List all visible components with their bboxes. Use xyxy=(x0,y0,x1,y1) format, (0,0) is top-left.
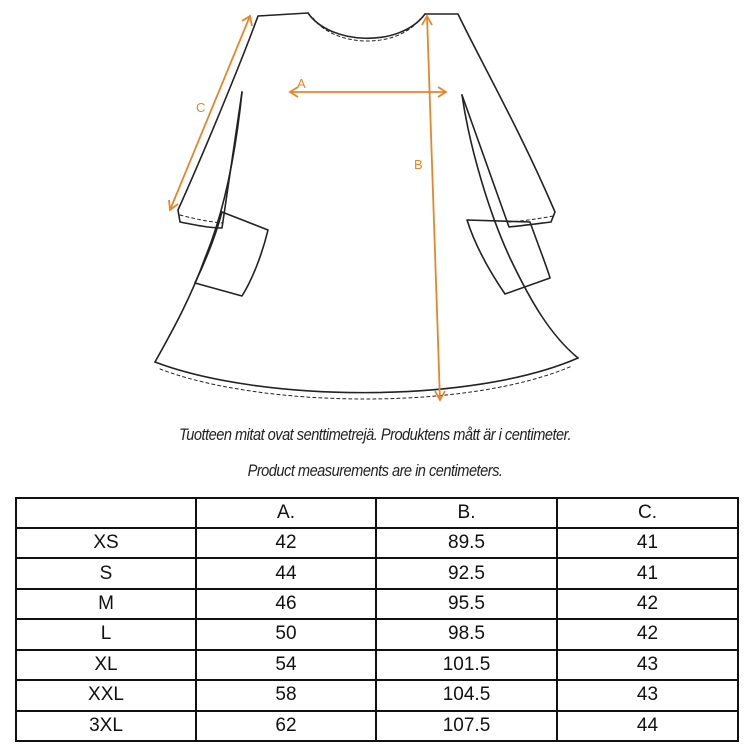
hem xyxy=(155,358,578,393)
b-cell: 95.5 xyxy=(376,589,557,619)
c-cell: 43 xyxy=(557,680,738,710)
size-cell: M xyxy=(16,589,196,619)
size-cell: XXL xyxy=(16,680,196,710)
b-cell: 104.5 xyxy=(376,680,557,710)
hem-stitch xyxy=(160,366,572,399)
caption-english: Product measurements are in centimeters. xyxy=(247,461,503,480)
right-sleeve xyxy=(425,14,555,227)
b-cell: 98.5 xyxy=(376,619,557,649)
c-cell: 43 xyxy=(557,650,738,680)
header-b: B. xyxy=(376,498,557,528)
table-row xyxy=(16,619,738,649)
dimension-lines xyxy=(169,16,446,400)
c-cell: 42 xyxy=(557,589,738,619)
c-cell: 41 xyxy=(557,528,738,558)
left-cuff-stitch xyxy=(180,215,223,223)
dimension-b-line xyxy=(427,16,440,400)
b-cell: 107.5 xyxy=(376,711,557,741)
a-cell: 50 xyxy=(196,619,376,649)
size-cell: XL xyxy=(16,650,196,680)
table-row xyxy=(16,589,738,619)
dimension-c-label: C xyxy=(196,100,206,115)
c-cell: 42 xyxy=(557,619,738,649)
c-cell: 44 xyxy=(557,711,738,741)
table-row xyxy=(16,680,738,710)
table-row xyxy=(16,528,738,558)
dimension-b-label: B xyxy=(414,157,423,172)
size-cell: 3XL xyxy=(16,711,196,741)
neckline xyxy=(308,13,425,38)
size-cell: S xyxy=(16,558,196,588)
a-cell: 42 xyxy=(196,528,376,558)
header-a: A. xyxy=(196,498,376,528)
b-cell: 89.5 xyxy=(376,528,557,558)
header-c: C. xyxy=(557,498,738,528)
table-row xyxy=(16,650,738,680)
a-cell: 44 xyxy=(196,558,376,588)
a-cell: 46 xyxy=(196,589,376,619)
size-chart-table xyxy=(15,497,739,742)
size-cell: L xyxy=(16,619,196,649)
c-cell: 41 xyxy=(557,558,738,588)
table-header-row xyxy=(16,498,738,528)
left-sleeve xyxy=(178,13,308,228)
table-row xyxy=(16,558,738,588)
left-side xyxy=(155,92,242,362)
a-cell: 62 xyxy=(196,711,376,741)
b-cell: 92.5 xyxy=(376,558,557,588)
caption-finnish-swedish: Tuotteen mitat ovat senttimetrejä. Produktens mått är i centimeter. xyxy=(178,425,572,444)
right-pocket xyxy=(467,220,550,294)
a-cell: 58 xyxy=(196,680,376,710)
a-cell: 54 xyxy=(196,650,376,680)
header-size xyxy=(16,498,196,528)
dimension-a-label: A xyxy=(297,76,306,91)
dimension-c-line xyxy=(170,16,250,210)
b-cell: 101.5 xyxy=(376,650,557,680)
size-cell: XS xyxy=(16,528,196,558)
size-table-body xyxy=(16,528,738,741)
table-row xyxy=(16,711,738,741)
dress-outline xyxy=(155,13,578,399)
